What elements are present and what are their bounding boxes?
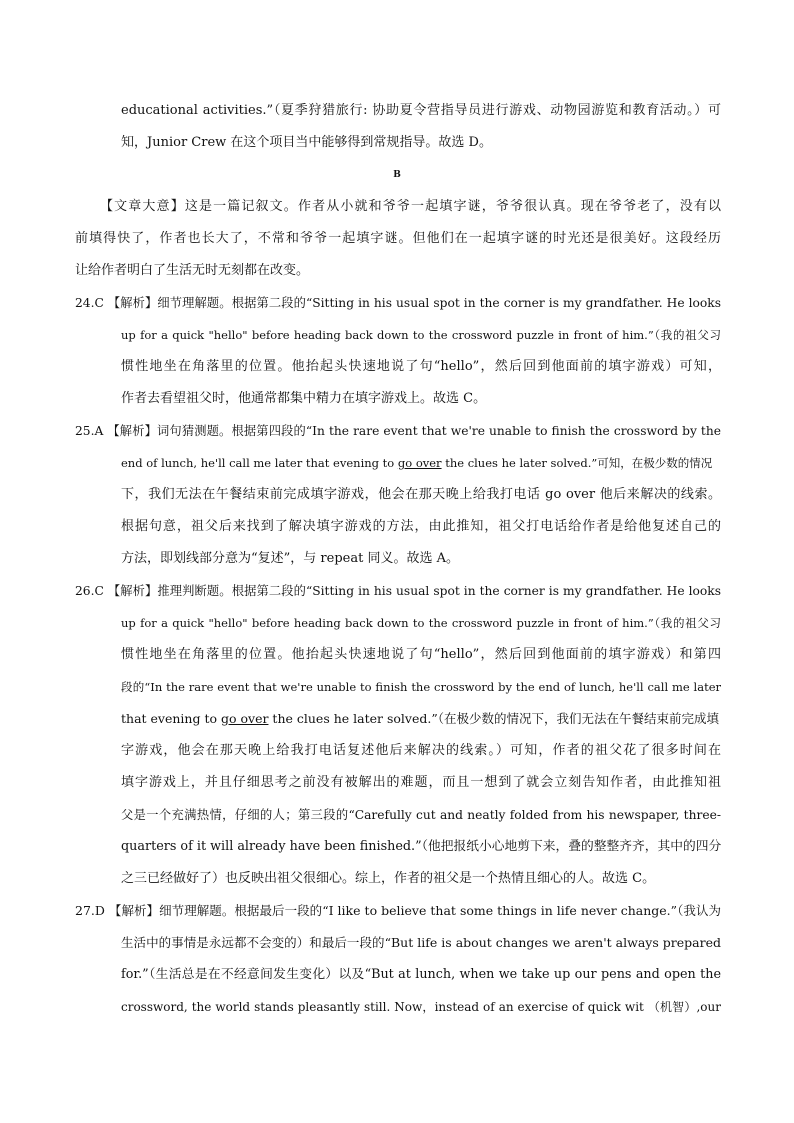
text-line: quarters of it will already have been finished.”（他把报纸小心地剪下来，叠的整整齐齐，其中的四分 xyxy=(121,839,722,854)
underlined-phrase: go over xyxy=(220,711,269,726)
text-line: educational activities.”（夏季狩猎旅行: 协助夏令营指导员进行游戏、动物园游览和教育活动。）可 xyxy=(121,103,721,118)
text-line xyxy=(121,453,721,473)
text-line: 字游戏，他会在那天晚上给我打电话复述他后来解决的线索。）可知，作者的祖父花了很多时间在 xyxy=(121,743,721,758)
text-line: 知，Junior Crew 在这个项目当中能够得到常规指导。故选 D。 xyxy=(121,135,492,150)
text-line: for.”（生活总是在不经意间发生变化）以及“But at lunch, when we take up our pens and open the xyxy=(121,967,721,982)
text-line: up for a quick "hello" before heading back down to the crossword puzzle in front of him.”（我的祖父习 xyxy=(121,328,721,342)
text-span: the clues he later solved.”（在极少数的情况下，我们无法在午餐结束前完成填 xyxy=(268,711,719,726)
text-line: 方法，即划线部分意为“复述”，与 repeat 同义。故选 A。 xyxy=(121,551,459,566)
text-line: 前填得快了，作者也长大了，不常和爷爷一起填字谜。但他们在一起填字谜的时光还是很美好。这段经历 xyxy=(75,231,721,246)
text-line xyxy=(121,709,721,729)
text-line: 作者去看望祖父时，他通常都集中精力在填字游戏上。故选 C。 xyxy=(121,391,487,406)
text-line: up for a quick "hello" before heading back down to the crossword puzzle in front of him.”（我的祖父习 xyxy=(121,616,721,630)
text-line: 填字游戏上，并且仔细思考之前没有被解出的难题，而且一想到了就会立刻告知作者，由此推知祖 xyxy=(121,775,721,790)
text-line: crossword, the world stands pleasantly still. Now，instead of an exercise of quick wit （机智）,our xyxy=(121,1000,721,1014)
underlined-phrase: go over xyxy=(397,456,442,470)
text-line: 生活中的事情是永远都不会变的）和最后一段的“But life is about changes we aren't always prepared xyxy=(121,935,721,950)
text-span: the clues he later solved.”可知，在极少数的情况 xyxy=(441,456,713,470)
text-line: 段的“In the rare event that we're unable to finish the crossword by the end of lunch, he'll call me later xyxy=(121,680,721,694)
text-span: that evening to xyxy=(121,711,221,726)
answer-27-line: 27.D 【解析】细节理解题。根据最后一段的“I like to believe that some things in life never change.”（我认为 xyxy=(75,903,721,918)
text-line: 惯性地坐在角落里的位置。他抬起头快速地说了句“hello”，然后回到他面前的填字游戏）和第四 xyxy=(121,647,721,662)
text-line: 根据句意，祖父后来找到了解决填字游戏的方法，由此推知，祖父打电话给作者是给他复述自己的 xyxy=(121,519,721,534)
text-span: end of lunch, he'll call me later that evening to xyxy=(121,456,398,470)
text-line: 惯性地坐在角落里的位置。他抬起头快速地说了句“hello”，然后回到他面前的填字游戏）可知， xyxy=(121,359,721,374)
text-line: 之三已经做好了）也反映出祖父很细心。综上，作者的祖父是一个热情且细心的人。故选 C。 xyxy=(121,871,656,886)
answer-25-line: 25.A 【解析】词句猜测题。根据第四段的“In the rare event that we're unable to finish the crossword by the xyxy=(75,424,721,438)
text-line: 【文章大意】这是一篇记叙文。作者从小就和爷爷一起填字谜，爷爷很认真。现在爷爷老了，没有以 xyxy=(100,199,721,214)
text-line: 父是一个充满热情，仔细的人；第三段的“Carefully cut and neatly folded from his newspaper, three- xyxy=(121,808,721,822)
text-line: 下，我们无法在午餐结束前完成填字游戏，他会在那天晚上给我打电话 go over 他后来解决的线索。 xyxy=(121,487,721,502)
text-line: 让给作者明白了生活无时无刻都在改变。 xyxy=(75,263,310,278)
section-heading: B xyxy=(393,170,401,180)
answer-26-line: 26.C 【解析】推理判断题。根据第二段的“Sitting in his usual spot in the corner is my grandfather. He looks xyxy=(75,584,721,598)
answer-24-line: 24.C 【解析】细节理解题。根据第二段的“Sitting in his usual spot in the corner is my grandfather. He looks xyxy=(75,296,721,310)
